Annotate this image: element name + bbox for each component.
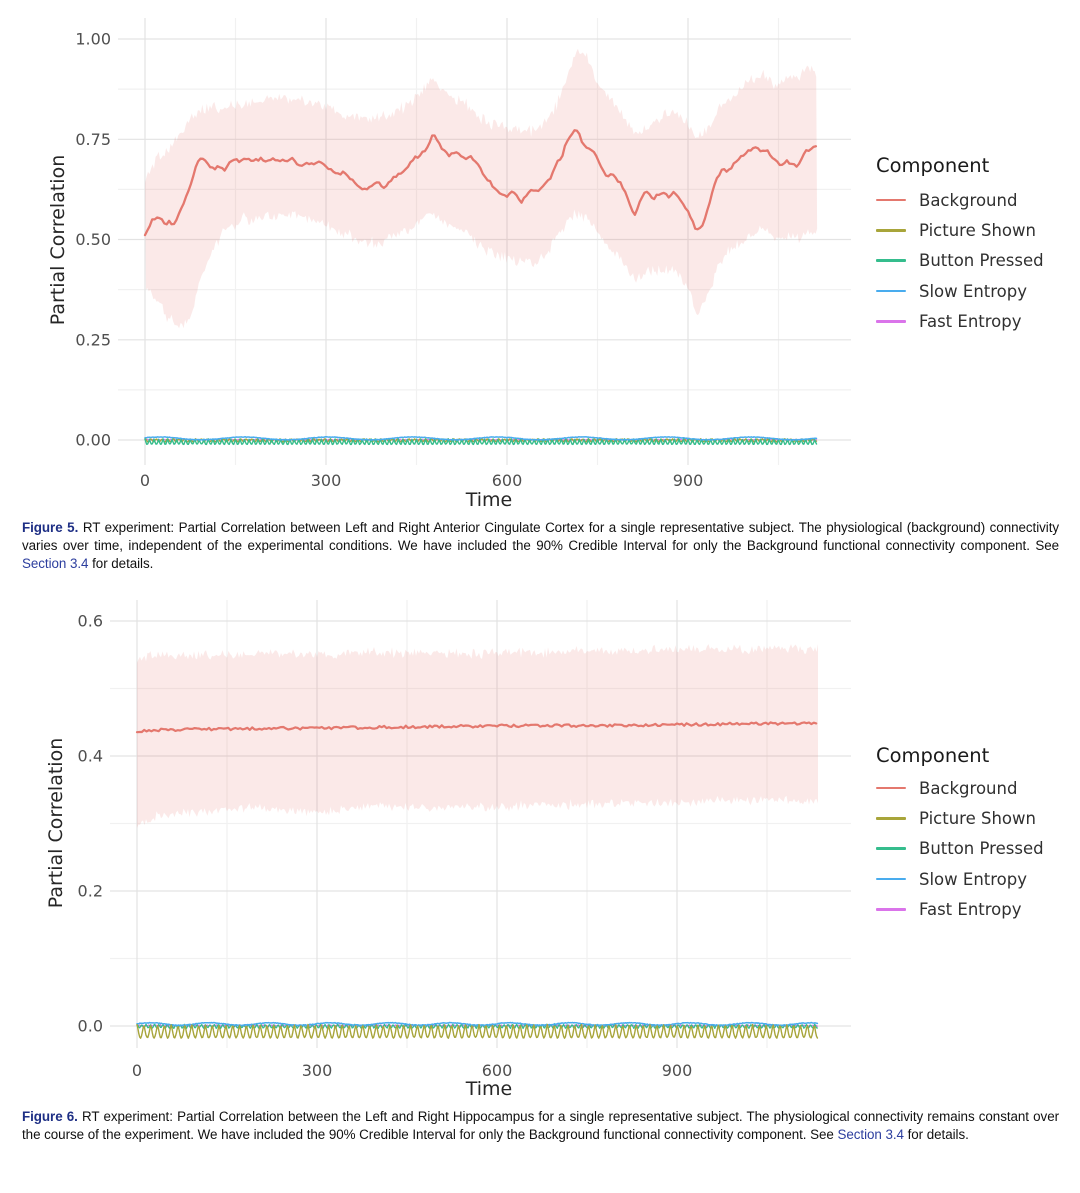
figure5-x-axis-title: Time — [465, 489, 513, 511]
x-tick-label: 300 — [301, 1061, 333, 1080]
x-tick-label: 900 — [661, 1061, 693, 1080]
fast-entropy-line-swatch-icon — [876, 320, 906, 323]
figure6-caption-label: Figure 6. — [22, 1109, 78, 1124]
figure5-caption — [22, 519, 1059, 573]
legend-item-button-pressed — [876, 246, 1080, 276]
y-tick-label: 0.50 — [75, 230, 111, 249]
x-tick-label: 0 — [139, 471, 151, 490]
legend-title: Component — [876, 744, 990, 767]
legend-item-picture-shown — [876, 215, 1080, 245]
y-tick-label: 1.00 — [75, 29, 111, 49]
x-tick-label: 0 — [131, 1061, 143, 1080]
y-tick-label: 0.2 — [77, 881, 103, 901]
legend-label: Background — [919, 778, 1018, 798]
fast-entropy-line-swatch-icon — [876, 908, 906, 911]
legend-item-fast-entropy — [876, 894, 1080, 924]
legend-label: Fast Entropy — [919, 899, 1022, 919]
y-tick-label: 0.0 — [77, 1016, 103, 1036]
slow-entropy-line-swatch-icon — [876, 290, 906, 293]
figure6-caption — [22, 1108, 1059, 1144]
credible-interval-band — [145, 49, 817, 328]
background-line-swatch-icon — [876, 199, 906, 202]
slow-entropy-line-swatch-icon — [876, 878, 906, 881]
picture-shown-line-swatch-icon — [876, 817, 906, 820]
legend-label: Slow Entropy — [919, 281, 1027, 301]
button-pressed-line-swatch-icon — [876, 847, 906, 850]
figure5-y-axis-title: Partial Correlation — [47, 154, 69, 326]
picture-shown-line-swatch-icon — [876, 229, 906, 232]
legend-label: Picture Shown — [919, 220, 1036, 240]
figure5-legend — [876, 154, 1080, 336]
figure6-x-axis-title: Time — [465, 1078, 513, 1100]
legend-item-background — [876, 185, 1080, 215]
legend-label: Fast Entropy — [919, 311, 1022, 331]
legend-label: Background — [919, 190, 1018, 210]
figure5-section-link[interactable]: Section 3.4 — [22, 556, 89, 571]
figure6-section-link[interactable]: Section 3.4 — [837, 1127, 904, 1142]
x-tick-label: 600 — [491, 471, 523, 490]
figure6-caption-tail: for details. — [907, 1127, 969, 1142]
figure5-caption-tail: for details. — [92, 556, 154, 571]
y-tick-label: 0.4 — [77, 746, 103, 766]
legend-item-button-pressed — [876, 834, 1080, 864]
series-line-slow-entropy — [137, 1023, 817, 1026]
button-pressed-line-swatch-icon — [876, 259, 906, 262]
legend-label: Picture Shown — [919, 808, 1036, 828]
figure5-caption-label: Figure 5. — [22, 520, 79, 535]
figure5-caption-text: RT experiment: Partial Correlation between Left and Right Anterior Cingulate Cortex for a single representative subject. The physiological (background) connectivity varies over time, independent of the experimental conditions. We have included the 90% Credible Interval for only the Background functional connectivity component. See — [22, 520, 1060, 553]
x-tick-label: 600 — [481, 1061, 513, 1080]
x-tick-label: 900 — [672, 471, 704, 490]
credible-interval-band — [137, 644, 818, 828]
y-tick-label: 0.00 — [75, 430, 111, 450]
figure6-caption-text: RT experiment: Partial Correlation between the Left and Right Hippocampus for a single representative subject. The physiological connectivity remains constant over the course of the experiment. We have included the 90% Credible Interval for only the Background functional connectivity component. See — [22, 1109, 1059, 1142]
legend-item-fast-entropy — [876, 306, 1080, 336]
legend-item-background — [876, 773, 1080, 803]
legend-title: Component — [876, 154, 990, 177]
legend-item-slow-entropy — [876, 276, 1080, 306]
figure6-legend — [876, 744, 1080, 924]
x-tick-label: 300 — [310, 471, 342, 490]
legend-item-slow-entropy — [876, 864, 1080, 894]
y-tick-label: 0.6 — [77, 611, 103, 631]
figure6-y-axis-title: Partial Correlation — [45, 737, 67, 909]
y-tick-label: 0.75 — [75, 129, 111, 149]
legend-label: Slow Entropy — [919, 869, 1027, 889]
legend-label: Button Pressed — [919, 839, 1044, 859]
y-tick-label: 0.25 — [75, 330, 111, 350]
background-line-swatch-icon — [876, 787, 906, 790]
legend-item-picture-shown — [876, 803, 1080, 833]
legend-label: Button Pressed — [919, 251, 1044, 271]
